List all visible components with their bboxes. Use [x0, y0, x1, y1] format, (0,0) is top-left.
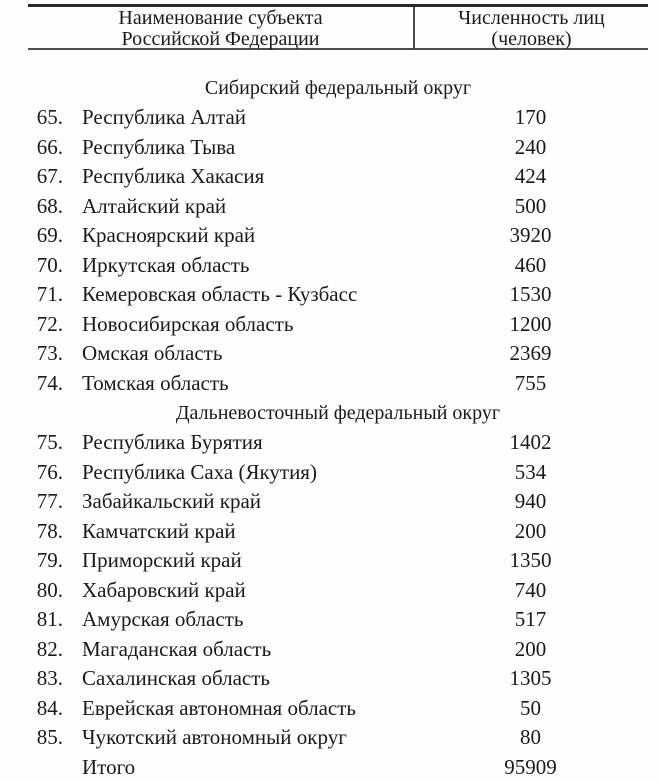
row-subject-name: Хабаровский край: [82, 577, 246, 602]
row-subject-name: Республика Тыва: [82, 134, 236, 159]
table-row: [28, 664, 648, 694]
table-row: [28, 133, 648, 163]
table-row: [28, 635, 648, 665]
row-number: 83.: [36, 666, 63, 690]
row-subject-name: Камчатский край: [82, 518, 236, 543]
section-heading: Сибирский федеральный округ: [204, 77, 472, 99]
row-subject-name: Приморский край: [82, 548, 242, 572]
row-subject-name: Кемеровская область - Кузбасс: [82, 282, 358, 306]
table-row: [28, 103, 648, 133]
table-row: [28, 723, 648, 753]
row-number: 78.: [36, 518, 63, 543]
row-number: 68.: [36, 193, 63, 218]
row-number: 70.: [36, 252, 63, 277]
row-number: 77.: [36, 489, 63, 513]
row-count-value: 1402: [509, 430, 552, 454]
row-number: 71.: [36, 282, 63, 306]
row-count-value: 500: [514, 193, 547, 218]
row-subject-name: Республика Саха (Якутия): [82, 459, 317, 484]
row-number: 72.: [36, 311, 63, 336]
table-row: [28, 192, 648, 222]
table-row: [28, 576, 648, 606]
table-row: [28, 339, 648, 369]
row-subject-name: Чукотский автономный округ: [82, 725, 347, 749]
row-count-value: 80: [520, 725, 541, 749]
total-count-value: 95909: [504, 754, 557, 779]
column-header-subject-line2: Российской Федерации: [121, 28, 320, 50]
table-row: [28, 428, 648, 458]
row-number: 74.: [36, 370, 63, 395]
table-row: [28, 369, 648, 399]
row-count-value: 534: [514, 459, 547, 484]
row-count-value: 170: [514, 105, 547, 129]
row-subject-name: Сахалинская область: [82, 666, 270, 690]
row-subject-name: Иркутская область: [82, 252, 250, 277]
row-subject-name: Республика Алтай: [82, 105, 247, 129]
table-row: [28, 280, 648, 310]
table-row: [28, 694, 648, 724]
row-subject-name: Еврейская автономная область: [82, 695, 356, 720]
column-header-count-line1: Численность лиц: [458, 7, 605, 29]
row-number: 69.: [36, 223, 63, 247]
row-number: 79.: [36, 548, 63, 572]
row-number: 76.: [36, 459, 63, 484]
row-subject-name: Алтайский край: [82, 193, 227, 218]
row-number: 82.: [36, 636, 63, 661]
total-number-spacer: [28, 753, 63, 782]
table-row: [28, 162, 648, 192]
column-header-count: [413, 7, 648, 50]
subjects-table: [28, 0, 648, 782]
row-count-value: 50: [520, 695, 541, 720]
row-count-value: 755: [514, 370, 547, 395]
row-count-value: 1305: [509, 666, 552, 690]
row-number: 80.: [36, 577, 63, 602]
table-row: [28, 251, 648, 281]
row-number: 81.: [36, 607, 63, 631]
section-heading: Дальневосточный федеральный округ: [175, 402, 501, 424]
total-row: [28, 753, 648, 782]
column-header-subject-name: [28, 7, 413, 50]
total-label: Итого: [82, 754, 136, 779]
row-subject-name: Республика Хакасия: [82, 164, 265, 188]
row-count-value: 1200: [509, 311, 552, 336]
row-subject-name: Забайкальский край: [82, 489, 262, 513]
table-row: [28, 517, 648, 547]
row-count-value: 1350: [509, 548, 552, 572]
row-subject-name: Магаданская область: [82, 636, 272, 661]
row-number: 85.: [36, 725, 63, 749]
table-row: [28, 310, 648, 340]
table-row: [28, 458, 648, 488]
row-count-value: 2369: [509, 341, 552, 365]
table-row: [28, 487, 648, 517]
row-count-value: 517: [514, 607, 547, 631]
row-count-value: 460: [514, 252, 547, 277]
row-number: 66.: [36, 134, 63, 159]
row-subject-name: Омская область: [82, 341, 223, 365]
table-row: [28, 221, 648, 251]
row-count-value: 3920: [509, 223, 552, 247]
table-header: [28, 4, 648, 50]
row-count-value: 424: [514, 164, 547, 188]
row-count-value: 200: [514, 636, 547, 661]
row-count-value: 940: [514, 489, 547, 513]
row-subject-name: Томская область: [82, 370, 229, 395]
row-number: 84.: [36, 695, 63, 720]
table-body: [28, 73, 648, 782]
row-number: 67.: [36, 164, 63, 188]
row-subject-name: Новосибирская область: [82, 311, 294, 336]
row-number: 73.: [36, 341, 63, 365]
row-count-value: 240: [514, 134, 547, 159]
table-row: [28, 546, 648, 576]
column-header-count-line2: (человек): [491, 28, 572, 50]
table-row: [28, 605, 648, 635]
row-count-value: 200: [514, 518, 547, 543]
row-count-value: 740: [514, 577, 547, 602]
row-subject-name: Республика Бурятия: [82, 430, 263, 454]
row-count-value: 1530: [509, 282, 552, 306]
row-subject-name: Амурская область: [82, 607, 244, 631]
row-subject-name: Красноярский край: [82, 223, 256, 247]
column-header-subject-line1: Наименование субъекта: [118, 7, 323, 29]
row-number: 65.: [36, 105, 63, 129]
row-number: 75.: [36, 430, 63, 454]
